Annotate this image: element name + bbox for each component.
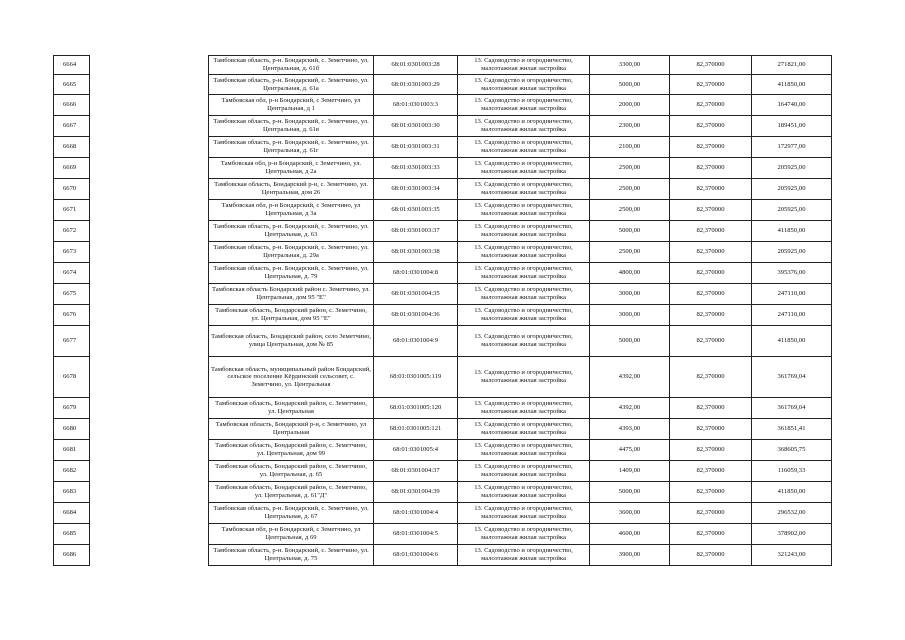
cadastral-value-cell: 321243,00 (752, 545, 832, 566)
area-cell: 5000,00 (590, 326, 670, 357)
land-use-cell: 13. Садоводство и огородничество, малоэтажная жилая застройка (458, 158, 590, 179)
land-use-cell: 13. Садоводство и огородничество, малоэтажная жилая застройка (458, 200, 590, 221)
cadastral-number-cell: 68:01:0301003:38 (374, 242, 458, 263)
cadastral-number-cell: 68:01:0301003:3 (374, 95, 458, 116)
blank-spacer-cell (90, 503, 209, 524)
area-cell: 5000,00 (590, 221, 670, 242)
address-cell: Тамбовская область, р-н. Бондарский, с. Земетчино, ул. Центральная, д. 75 (209, 545, 374, 566)
cadastral-number-cell: 68:01:0301004:9 (374, 326, 458, 357)
address-cell: Тамбовская область, р-н. Бондарский, с. Земетчино, ул. Центральная, д. 29а (209, 242, 374, 263)
table-row (54, 419, 832, 440)
address-cell: Тамбовская область, Бондарский р-н, с Земетчино, ул Центральная (209, 419, 374, 440)
area-cell: 4392,00 (590, 398, 670, 419)
table-row (54, 179, 832, 200)
blank-spacer-cell (90, 56, 209, 75)
cadastral-value-cell: 361769,04 (752, 357, 832, 398)
specific-value-cell: 82,370000 (670, 524, 752, 545)
table-row (54, 263, 832, 284)
table-row (54, 75, 832, 95)
land-use-cell: 13. Садоводство и огородничество, малоэтажная жилая застройка (458, 326, 590, 357)
table-row (54, 116, 832, 137)
specific-value-cell: 82,370000 (670, 305, 752, 326)
address-cell: Тамбовская область, муниципальный район Бондарский, сельское поселение Кёрдинский сельсовет, с. Земетчино, ул. Центральная (209, 357, 374, 398)
table-row (54, 200, 832, 221)
land-use-cell: 13. Садоводство и огородничество, малоэтажная жилая застройка (458, 137, 590, 158)
address-cell: Тамбовская область, Бондарский район, с. Земетчино, ул. Центральная, дом 95 "Е" (209, 305, 374, 326)
table-row (54, 545, 832, 566)
cadastral-value-cell: 247110,00 (752, 284, 832, 305)
row-number-cell: 6678 (54, 357, 90, 398)
cadastral-value-cell: 164740,00 (752, 95, 832, 116)
area-cell: 2500,00 (590, 179, 670, 200)
blank-spacer-cell (90, 200, 209, 221)
blank-spacer-cell (90, 179, 209, 200)
cadastral-number-cell: 68:01:0301005:121 (374, 419, 458, 440)
table-row (54, 221, 832, 242)
table-row (54, 503, 832, 524)
specific-value-cell: 82,370000 (670, 95, 752, 116)
cadastral-number-cell: 68:01:0301005:120 (374, 398, 458, 419)
row-number-cell: 6668 (54, 137, 90, 158)
blank-spacer-cell (90, 242, 209, 263)
specific-value-cell: 82,370000 (670, 440, 752, 461)
cadastral-number-cell: 68:01:0301003:34 (374, 179, 458, 200)
blank-spacer-cell (90, 326, 209, 357)
cadastral-value-cell: 378902,00 (752, 524, 832, 545)
area-cell: 1409,00 (590, 461, 670, 482)
land-use-cell: 13. Садоводство и огородничество, малоэтажная жилая застройка (458, 179, 590, 200)
specific-value-cell: 82,370000 (670, 503, 752, 524)
blank-spacer-cell (90, 116, 209, 137)
specific-value-cell: 82,370000 (670, 326, 752, 357)
land-use-cell: 13. Садоводство и огородничество, малоэтажная жилая застройка (458, 284, 590, 305)
cadastral-value-cell: 296532,00 (752, 503, 832, 524)
cadastral-value-cell: 116059,33 (752, 461, 832, 482)
land-use-cell: 13. Садоводство и огородничество, малоэтажная жилая застройка (458, 56, 590, 75)
cadastral-value-cell: 205925,00 (752, 158, 832, 179)
area-cell: 5000,00 (590, 75, 670, 95)
address-cell: Тамбовская обл, р-н Бондарский, с Земетчино, ул Центральная, д 69 (209, 524, 374, 545)
cadastral-value-cell: 395376,00 (752, 263, 832, 284)
row-number-cell: 6664 (54, 56, 90, 75)
table-row (54, 242, 832, 263)
cadastral-number-cell: 68:01:0301004:37 (374, 461, 458, 482)
specific-value-cell: 82,370000 (670, 242, 752, 263)
table-row (54, 284, 832, 305)
cadastral-number-cell: 68:01:0301004:35 (374, 284, 458, 305)
address-cell: Тамбовская область, Бондарский район, с. Земетчино, ул. Центральная, дом 99 (209, 440, 374, 461)
cadastral-value-cell: 411850,00 (752, 75, 832, 95)
address-cell: Тамбовская область, Бондарский район, с. Земетчино, ул. Центральная, д. 61"Д" (209, 482, 374, 503)
land-use-cell: 13. Садоводство и огородничество, малоэтажная жилая застройка (458, 503, 590, 524)
address-cell: Тамбовская область, р-н. Бондарский, с. Земетчино, ул. Центральная, д. 61б (209, 56, 374, 75)
blank-spacer-cell (90, 440, 209, 461)
row-number-cell: 6674 (54, 263, 90, 284)
specific-value-cell: 82,370000 (670, 284, 752, 305)
row-number-cell: 6671 (54, 200, 90, 221)
address-cell: Тамбовская область, Бондарский район, с. Земетчино, ул. Центральная (209, 398, 374, 419)
blank-spacer-cell (90, 398, 209, 419)
area-cell: 2300,00 (590, 116, 670, 137)
blank-spacer-cell (90, 357, 209, 398)
cadastral-number-cell: 68:01:0301005:4 (374, 440, 458, 461)
cadastral-value-cell: 361769,04 (752, 398, 832, 419)
table-row (54, 158, 832, 179)
cadastral-number-cell: 68:01:0301003:31 (374, 137, 458, 158)
cadastral-number-cell: 68:01:0301003:37 (374, 221, 458, 242)
table-row (54, 482, 832, 503)
area-cell: 2000,00 (590, 95, 670, 116)
cadastral-value-cell: 368605,75 (752, 440, 832, 461)
address-cell: Тамбовская область, Бондарский район, с. Земетчино, ул. Центральная, д. 65 (209, 461, 374, 482)
area-cell: 3600,00 (590, 503, 670, 524)
cadastral-number-cell: 68:01:0301003:30 (374, 116, 458, 137)
area-cell: 3300,00 (590, 56, 670, 75)
cadastral-number-cell: 68:01:0301003:35 (374, 200, 458, 221)
cadastral-number-cell: 68:01:0301005:119 (374, 357, 458, 398)
address-cell: Тамбовская область, Бондарский р-н, с. Земетчино, ул. Центральная, дом 26 (209, 179, 374, 200)
specific-value-cell: 82,370000 (670, 75, 752, 95)
table-body (54, 56, 832, 566)
blank-spacer-cell (90, 95, 209, 116)
cadastral-value-cell: 205925,00 (752, 200, 832, 221)
table-row (54, 357, 832, 398)
address-cell: Тамбовская область, Бондарский район, село Земетчино, улица Центральная, дом № 85 (209, 326, 374, 357)
land-use-cell: 13. Садоводство и огородничество, малоэтажная жилая застройка (458, 221, 590, 242)
table-row (54, 137, 832, 158)
land-use-cell: 13. Садоводство и огородничество, малоэтажная жилая застройка (458, 75, 590, 95)
area-cell: 4393,00 (590, 419, 670, 440)
area-cell: 4600,00 (590, 524, 670, 545)
row-number-cell: 6686 (54, 545, 90, 566)
area-cell: 3000,00 (590, 284, 670, 305)
address-cell: Тамбовская область Бондарский район с. Земетчино, ул. Центральная, дом 95 "Е" (209, 284, 374, 305)
specific-value-cell: 82,370000 (670, 137, 752, 158)
area-cell: 4392,00 (590, 357, 670, 398)
land-use-cell: 13. Садоводство и огородничество, малоэтажная жилая застройка (458, 482, 590, 503)
specific-value-cell: 82,370000 (670, 158, 752, 179)
land-use-cell: 13. Садоводство и огородничество, малоэтажная жилая застройка (458, 95, 590, 116)
cadastral-number-cell: 68:01:0301004:36 (374, 305, 458, 326)
blank-spacer-cell (90, 137, 209, 158)
cadastral-number-cell: 68:01:0301004:8 (374, 263, 458, 284)
specific-value-cell: 82,370000 (670, 357, 752, 398)
land-register-table (53, 55, 832, 566)
area-cell: 3000,00 (590, 305, 670, 326)
cadastral-number-cell: 68:01:0301004:4 (374, 503, 458, 524)
land-use-cell: 13. Садоводство и огородничество, малоэтажная жилая застройка (458, 116, 590, 137)
cadastral-number-cell: 68:01:0301003:28 (374, 56, 458, 75)
land-use-cell: 13. Садоводство и огородничество, малоэтажная жилая застройка (458, 461, 590, 482)
blank-spacer-cell (90, 158, 209, 179)
land-use-cell: 13. Садоводство и огородничество, малоэтажная жилая застройка (458, 305, 590, 326)
row-number-cell: 6669 (54, 158, 90, 179)
cadastral-number-cell: 68:01:0301004:39 (374, 482, 458, 503)
table-row (54, 440, 832, 461)
address-cell: Тамбовская область, р-н. Бондарский, с. Земетчино, ул. Центральная, д. 67 (209, 503, 374, 524)
row-number-cell: 6679 (54, 398, 90, 419)
area-cell: 2100,00 (590, 137, 670, 158)
blank-spacer-cell (90, 419, 209, 440)
table-row (54, 326, 832, 357)
address-cell: Тамбовская обл, р-н Бондарский, с Земетчино, ул. Центральная, д 2а (209, 158, 374, 179)
cadastral-value-cell: 411850,00 (752, 482, 832, 503)
table-row (54, 56, 832, 75)
table-row (54, 461, 832, 482)
row-number-cell: 6683 (54, 482, 90, 503)
address-cell: Тамбовская область, р-н. Бондарский, с. Земетчино, ул. Центральная, д. 63 (209, 221, 374, 242)
blank-spacer-cell (90, 545, 209, 566)
cadastral-number-cell: 68:01:0301003:29 (374, 75, 458, 95)
area-cell: 5000,00 (590, 482, 670, 503)
specific-value-cell: 82,370000 (670, 419, 752, 440)
specific-value-cell: 82,370000 (670, 545, 752, 566)
specific-value-cell: 82,370000 (670, 179, 752, 200)
row-number-cell: 6667 (54, 116, 90, 137)
specific-value-cell: 82,370000 (670, 116, 752, 137)
cadastral-value-cell: 247110,00 (752, 305, 832, 326)
row-number-cell: 6673 (54, 242, 90, 263)
cadastral-value-cell: 361851,41 (752, 419, 832, 440)
cadastral-value-cell: 205925,00 (752, 242, 832, 263)
specific-value-cell: 82,370000 (670, 461, 752, 482)
land-use-cell: 13. Садоводство и огородничество, малоэтажная жилая застройка (458, 398, 590, 419)
address-cell: Тамбовская область, р-н. Бондарский, с. Земетчино, ул. Центральная, д. 61в (209, 116, 374, 137)
row-number-cell: 6670 (54, 179, 90, 200)
row-number-cell: 6665 (54, 75, 90, 95)
blank-spacer-cell (90, 221, 209, 242)
row-number-cell: 6682 (54, 461, 90, 482)
blank-spacer-cell (90, 284, 209, 305)
land-use-cell: 13. Садоводство и огородничество, малоэтажная жилая застройка (458, 545, 590, 566)
area-cell: 2500,00 (590, 158, 670, 179)
blank-spacer-cell (90, 75, 209, 95)
cadastral-value-cell: 271821,00 (752, 56, 832, 75)
land-use-cell: 13. Садоводство и огородничество, малоэтажная жилая застройка (458, 440, 590, 461)
area-cell: 4800,00 (590, 263, 670, 284)
table-row (54, 95, 832, 116)
land-use-cell: 13. Садоводство и огородничество, малоэтажная жилая застройка (458, 419, 590, 440)
area-cell: 4475,00 (590, 440, 670, 461)
address-cell: Тамбовская область, р-н. Бондарский, с. Земетчино, ул. Центральная, д. 61г (209, 137, 374, 158)
cadastral-value-cell: 189451,00 (752, 116, 832, 137)
table-row (54, 305, 832, 326)
blank-spacer-cell (90, 482, 209, 503)
specific-value-cell: 82,370000 (670, 56, 752, 75)
land-use-cell: 13. Садоводство и огородничество, малоэтажная жилая застройка (458, 357, 590, 398)
row-number-cell: 6675 (54, 284, 90, 305)
cadastral-value-cell: 411850,00 (752, 326, 832, 357)
table-row (54, 524, 832, 545)
area-cell: 2500,00 (590, 200, 670, 221)
land-use-cell: 13. Садоводство и огородничество, малоэтажная жилая застройка (458, 263, 590, 284)
address-cell: Тамбовская обл, р-н Бондарский, с Земетчино, ул Центральная, д 3а (209, 200, 374, 221)
cadastral-value-cell: 411850,00 (752, 221, 832, 242)
area-cell: 3900,00 (590, 545, 670, 566)
row-number-cell: 6672 (54, 221, 90, 242)
address-cell: Тамбовская область, р-н. Бондарский, с. Земетчино, ул. Центральная, д. 79 (209, 263, 374, 284)
specific-value-cell: 82,370000 (670, 263, 752, 284)
row-number-cell: 6677 (54, 326, 90, 357)
specific-value-cell: 82,370000 (670, 200, 752, 221)
cadastral-value-cell: 172977,00 (752, 137, 832, 158)
table-row (54, 398, 832, 419)
row-number-cell: 6685 (54, 524, 90, 545)
land-use-cell: 13. Садоводство и огородничество, малоэтажная жилая застройка (458, 242, 590, 263)
blank-spacer-cell (90, 263, 209, 284)
address-cell: Тамбовская область, р-н. Бондарский, с. Земетчино, ул. Центральная, д. 61а (209, 75, 374, 95)
cadastral-value-cell: 205925,00 (752, 179, 832, 200)
cadastral-number-cell: 68:01:0301004:6 (374, 545, 458, 566)
cadastral-number-cell: 68:01:0301003:33 (374, 158, 458, 179)
area-cell: 2500,00 (590, 242, 670, 263)
blank-spacer-cell (90, 461, 209, 482)
cadastral-number-cell: 68:01:0301004:5 (374, 524, 458, 545)
row-number-cell: 6684 (54, 503, 90, 524)
row-number-cell: 6681 (54, 440, 90, 461)
row-number-cell: 6666 (54, 95, 90, 116)
land-use-cell: 13. Садоводство и огородничество, малоэтажная жилая застройка (458, 524, 590, 545)
blank-spacer-cell (90, 305, 209, 326)
specific-value-cell: 82,370000 (670, 221, 752, 242)
address-cell: Тамбовская обл, р-н Бондарский, с Земетчино, ул Центральная, д 1 (209, 95, 374, 116)
blank-spacer-cell (90, 524, 209, 545)
row-number-cell: 6676 (54, 305, 90, 326)
specific-value-cell: 82,370000 (670, 398, 752, 419)
row-number-cell: 6680 (54, 419, 90, 440)
specific-value-cell: 82,370000 (670, 482, 752, 503)
